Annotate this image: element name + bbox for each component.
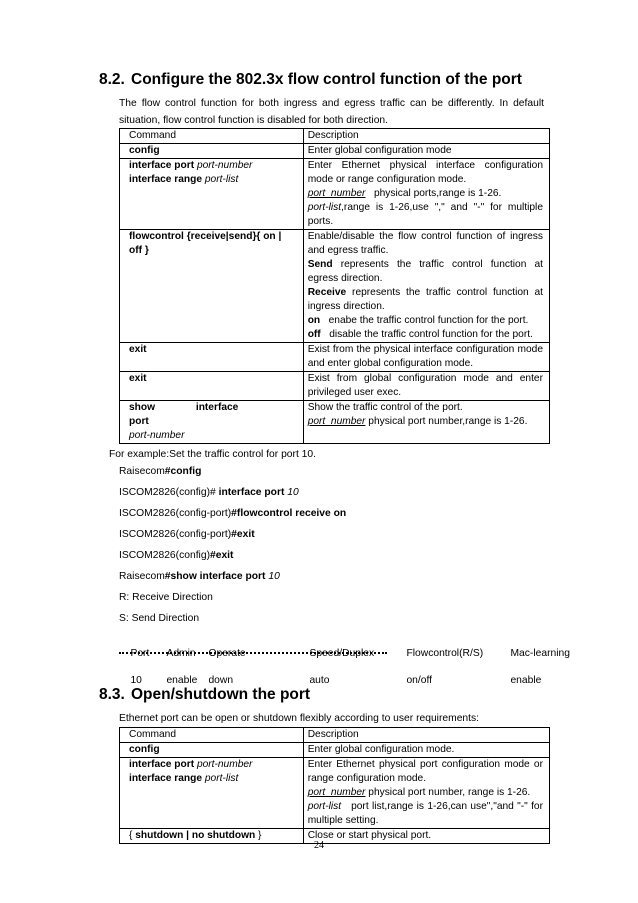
table-row — [120, 758, 550, 829]
description-text: Enter Ethernet physical port configuration mode or range configuration mode. — [307, 759, 543, 784]
description-cell: Enter global configuration mode. — [303, 743, 549, 758]
section-number: 8.2. — [99, 71, 125, 88]
cli-command: #show interface port — [164, 571, 269, 582]
output-separator — [119, 652, 387, 654]
header-description: Description — [303, 728, 549, 743]
param-text: ,range is 1-26,use "," and "-" for multiple ports. — [307, 202, 543, 227]
cli-line — [119, 507, 346, 521]
param-text: represents the traffic control function at ingress direction. — [307, 287, 543, 312]
command-param: port-number — [129, 430, 185, 441]
command-cell: config — [120, 743, 304, 758]
cli-command: #exit — [210, 550, 234, 561]
cli-param: 10 — [287, 487, 299, 498]
output-cell: enable — [510, 675, 542, 686]
command-keyword: show interface port — [129, 402, 239, 427]
param-text: physical port number, range is 1-26. — [365, 787, 531, 798]
output-cell: down — [208, 675, 234, 686]
command-cell: flowcontrol {receive|send}{ on | off } — [120, 230, 304, 343]
param-label: on — [307, 315, 321, 326]
cli-prompt: ISCOM2826(config-port) — [119, 508, 232, 519]
param-label: Send — [307, 259, 333, 270]
param-label: port_number — [307, 416, 366, 427]
command-param: port-list — [204, 174, 239, 185]
command-cell — [120, 159, 304, 230]
table-row — [120, 159, 550, 230]
column-header: Port — [130, 648, 150, 659]
legend-receive: R: Receive Direction — [119, 592, 213, 603]
param-label: Receive — [307, 287, 347, 298]
legend-send: S: Send Direction — [119, 613, 200, 624]
description-text: Enter Ethernet physical interface configuration mode or range configuration mode. — [307, 160, 543, 185]
brace: { — [129, 830, 136, 841]
table-header-row — [120, 728, 550, 743]
description-cell: Enter global configuration mode — [303, 144, 549, 159]
command-param: port-number — [196, 759, 253, 770]
param-label: port-list — [307, 202, 342, 213]
description-cell — [303, 230, 549, 343]
param-label: port_number — [307, 787, 366, 798]
description-cell — [303, 401, 549, 444]
param-label: port-list — [307, 801, 342, 812]
table-row — [120, 372, 550, 401]
description-cell: Exist from global configuration mode and enter privileged user exec. — [303, 372, 549, 401]
command-keyword: shutdown | no shutdown — [135, 830, 256, 841]
column-header: Mac-learning — [510, 648, 570, 659]
table-row — [120, 144, 550, 159]
param-label: port_number — [307, 188, 366, 199]
description-cell — [303, 159, 549, 230]
section-intro: The flow control function for both ingress and egress traffic can be differently. In default situation, flow control function is disabled for both direction. — [119, 98, 544, 126]
param-text: physical ports,range is 1-26. — [365, 188, 502, 199]
output-cell: on/off — [406, 675, 433, 686]
command-cell: exit — [120, 372, 304, 401]
output-cell: enable — [166, 675, 198, 686]
section-number: 8.3. — [99, 686, 125, 703]
cli-command: interface port — [218, 487, 288, 498]
param-text: physical port number,range is 1-26. — [365, 416, 528, 427]
output-cell: auto — [309, 675, 330, 686]
description-cell — [303, 758, 549, 829]
cli-prompt: Raisecom — [119, 466, 165, 477]
output-cell: 10 — [130, 675, 142, 686]
command-keyword: interface port — [129, 759, 197, 770]
cli-command: #exit — [231, 529, 255, 540]
column-header: Operate — [208, 648, 246, 659]
cli-prompt: ISCOM2826(config-port) — [119, 529, 232, 540]
param-text: represents the traffic control function at egress direction. — [307, 259, 543, 284]
section-title: Configure the 802.3x flow control function of the port — [131, 71, 522, 88]
command-table-shutdown — [119, 727, 550, 844]
param-text: disable the traffic control function for the port. — [320, 329, 533, 340]
description-cell: Close or start physical port. — [303, 829, 549, 844]
table-row — [120, 743, 550, 758]
section-title: Open/shutdown the port — [131, 686, 311, 703]
page-number: 24 — [314, 840, 324, 851]
command-keyword: interface range — [129, 174, 205, 185]
command-cell: config — [120, 144, 304, 159]
cli-line — [119, 528, 255, 542]
table-row — [120, 230, 550, 343]
column-header: Flowcontrol(R/S) — [406, 648, 484, 659]
column-header: Admin — [166, 648, 196, 659]
cli-prompt: ISCOM2826(config) — [119, 550, 210, 561]
description-text: Enable/disable the flow control function of ingress and egress traffic. — [307, 231, 543, 256]
example-caption: For example:Set the traffic control for port 10. — [109, 449, 316, 460]
cli-command: #flowcontrol receive on — [231, 508, 347, 519]
description-cell: Exist from the physical interface configuration mode and enter global configuration mode. — [303, 343, 549, 372]
command-keyword: interface port — [129, 160, 197, 171]
cli-prompt: ISCOM2826(config)# — [119, 487, 219, 498]
cli-line — [119, 486, 299, 500]
header-command: Command — [120, 728, 304, 743]
cli-command: #config — [164, 466, 202, 477]
command-cell — [120, 401, 304, 444]
table-header-row — [120, 129, 550, 144]
command-cell: exit — [120, 343, 304, 372]
command-param: port-list — [204, 773, 239, 784]
cli-line — [119, 549, 233, 563]
param-text: enabe the traffic control function for the port. — [320, 315, 529, 326]
column-header: Speed/Duplex — [309, 648, 375, 659]
brace: } — [255, 830, 262, 841]
cli-param: 10 — [268, 571, 280, 582]
param-label: off — [307, 329, 321, 340]
table-row — [120, 401, 550, 444]
section-heading-8-3-main — [99, 686, 310, 704]
header-description: Description — [303, 129, 549, 144]
cli-line — [119, 570, 280, 584]
command-param: port-number — [196, 160, 253, 171]
section-heading-8-2 — [99, 71, 522, 89]
command-table-flowcontrol — [119, 128, 550, 444]
cli-prompt: Raisecom — [119, 571, 165, 582]
command-keyword: interface range — [129, 773, 205, 784]
table-row — [120, 343, 550, 372]
section-intro: Ethernet port can be open or shutdown flexibly according to user requirements: — [119, 713, 480, 724]
command-cell — [120, 758, 304, 829]
description-text: Show the traffic control of the port. — [307, 402, 463, 413]
header-command: Command — [120, 129, 304, 144]
param-text: port list,range is 1-26,can use","and "-" for multiple setting. — [307, 801, 546, 826]
cli-line — [119, 465, 201, 479]
